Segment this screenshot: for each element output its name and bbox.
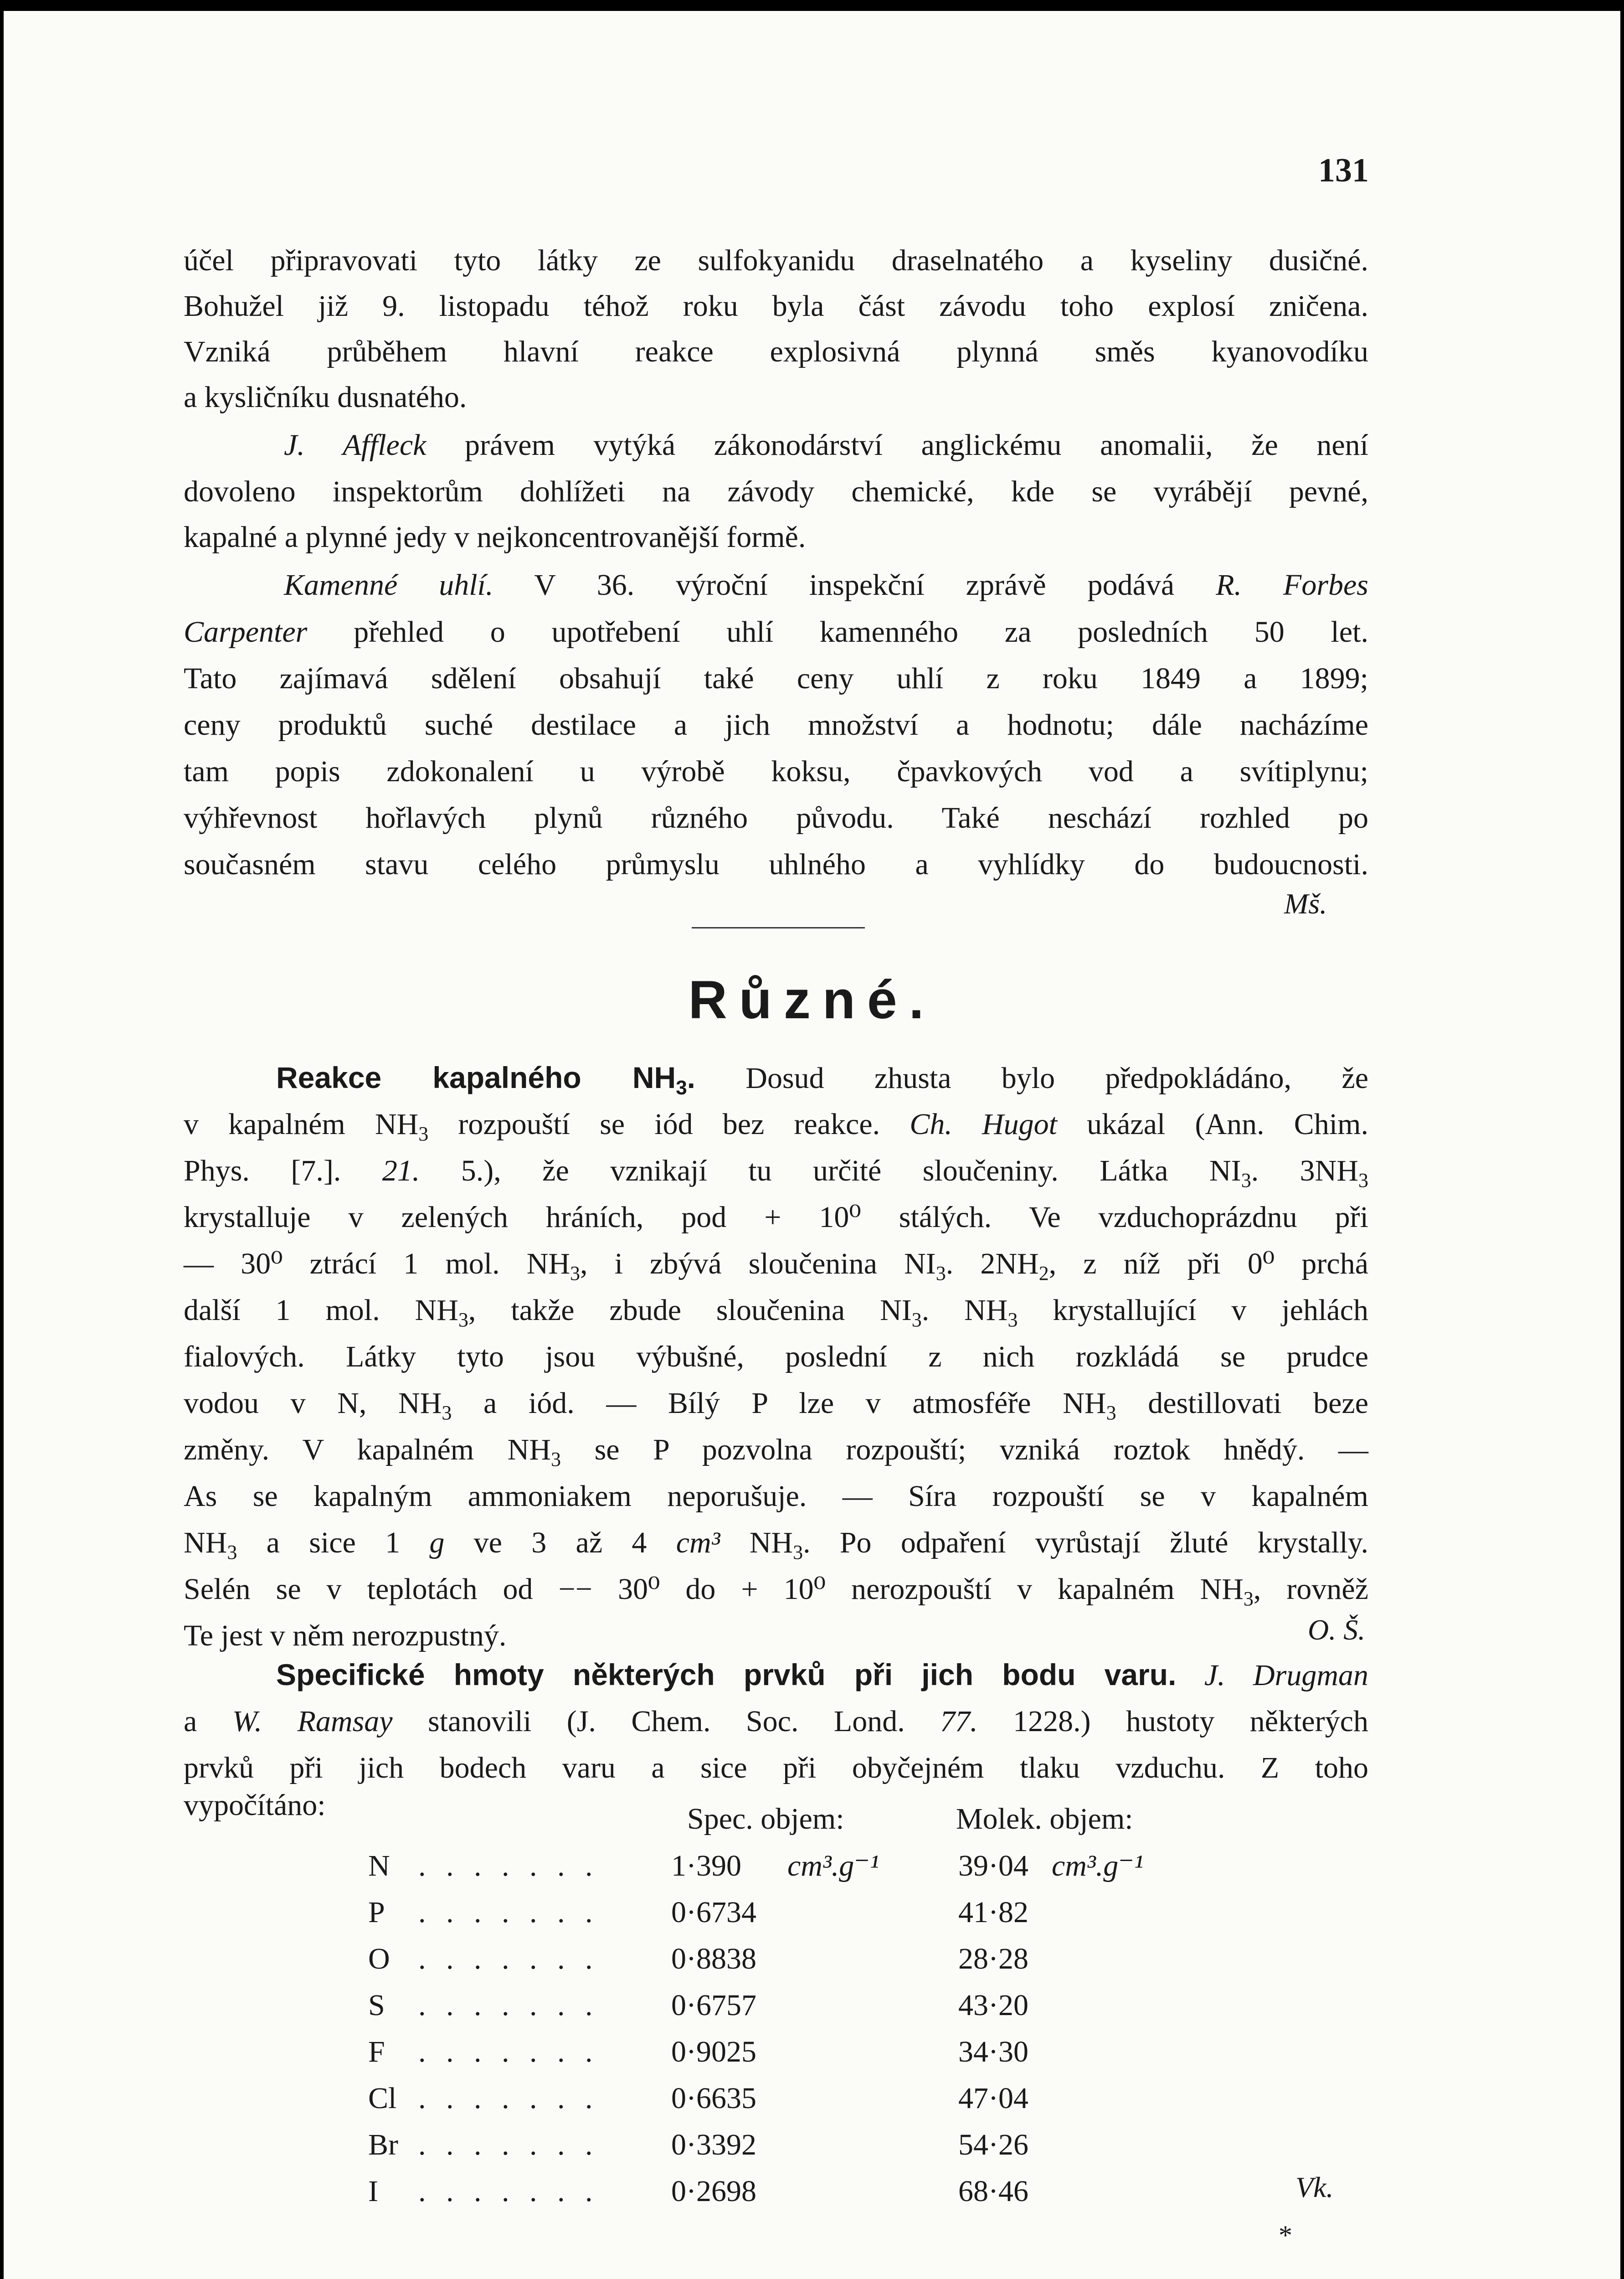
author-name: Ch. Hugot — [910, 1108, 1057, 1141]
column-header: Molek. objem: — [956, 1802, 1133, 1836]
text-line: — 30⁰ ztrácí 1 mol. $NH_3$, i zbývá sloučenina $NI_3$. $2NH_2$, z níž při 0⁰ prchá — [184, 1247, 1368, 1285]
molar-volume: 39·04 — [958, 1849, 1028, 1882]
leader-dots: . . . . . . . — [418, 1849, 599, 1882]
text-line: $NH_3$ a sice 1 g ve 3 až 4 cm³ $NH_3$. Po odpaření vyrůstají žluté krystally. — [184, 1526, 1369, 1564]
text-line: Phys. [7.]. 21. 5.), že vznikají tu určité sloučeniny. Látka $NI_3$. $3NH_3$ — [184, 1154, 1368, 1192]
author-name: Carpenter — [184, 615, 308, 649]
text-line: Selén se v teplotách od −− 30⁰ do + 10⁰ nerozpouští v kapalném $NH_3$, rovněž — [184, 1573, 1368, 1610]
spec-volume: 0·3392 — [671, 2128, 756, 2161]
divider — [692, 927, 865, 928]
paragraph-title: Kamenné uhlí. — [284, 568, 493, 602]
element-symbol: P — [368, 1896, 385, 1929]
element-symbol: S — [368, 1989, 385, 2022]
leader-dots: . . . . . . . — [418, 1896, 599, 1929]
signature: O. Š. — [1308, 1614, 1366, 1646]
unit: cm³.g⁻¹ — [1052, 1849, 1143, 1882]
text-line: fialových. Látky tyto jsou výbušné, poslední z nich rozkládá se prudce — [184, 1340, 1368, 1373]
author-name: R. Forbes — [1216, 568, 1368, 602]
molar-volume: 43·20 — [958, 1989, 1028, 2022]
spec-volume: 0·8838 — [671, 1942, 756, 1975]
text-line: Reakce kapalného $NH_3$. Dosud zhusta bylo předpokládáno, že — [276, 1061, 1368, 1099]
author-name: J. Drugman — [1204, 1659, 1368, 1692]
article-title: Specifické hmoty některých prvků při jich bodu varu. — [276, 1658, 1177, 1691]
leader-dots: . . . . . . . — [418, 2175, 599, 2208]
leader-dots: . . . . . . . — [418, 2128, 599, 2161]
page-number: 131 — [1318, 152, 1369, 189]
article-title: Reakce kapalného $NH_3$. — [276, 1061, 696, 1099]
element-symbol: F — [368, 2035, 385, 2068]
molar-volume: 34·30 — [958, 2035, 1028, 2068]
text-line: kapalné a plynné jedy v nejkoncentrovanější formě. — [184, 521, 806, 554]
element-symbol: I — [368, 2175, 378, 2208]
leader-dots: . . . . . . . — [418, 2035, 599, 2068]
text-line: Vzniká průběhem hlavní reakce explosivná plynná směs kyanovodíku — [184, 335, 1368, 368]
section-title: Různé. — [688, 970, 936, 1030]
leader-dots: . . . . . . . — [418, 1989, 599, 2022]
text-line — [276, 1652, 1368, 1698]
text-line: změny. V kapalném $NH_3$ se P pozvolna rozpouští; vzniká roztok hnědý. — — [184, 1433, 1368, 1471]
column-header: Spec. objem: — [687, 1802, 844, 1836]
text-line: výhřevnost hořlavých plynů různého původu. Také neschází rozhled po — [184, 801, 1368, 835]
text-line: současném stavu celého průmyslu uhlného a vyhlídky do budoucnosti. — [184, 848, 1368, 881]
molar-volume: 41·82 — [958, 1896, 1028, 1929]
text-line: tam popis zdokonalení u výrobě koksu, čpavkových vod a svítiplynu; — [184, 755, 1368, 788]
leader-dots: . . . . . . . — [418, 1942, 599, 1975]
text-line: prvků při jich bodech varu a sice při obyčejném tlaku vzduchu. Z toho — [184, 1751, 1368, 1784]
text-line: Te jest v něm nerozpustný. — [184, 1619, 507, 1652]
text-line: dovoleno inspektorům dohlížeti na závody chemické, kde se vyrábějí pevné, — [184, 475, 1368, 508]
spec-volume: 0·2698 — [671, 2175, 756, 2208]
text-line: vypočítáno: — [184, 1789, 326, 1822]
text-line: vodou v N, $NH_3$ a iód. — Bílý P lze v atmosféře $NH_3$ destillovati beze — [184, 1387, 1368, 1424]
unit: cm³.g⁻¹ — [787, 1849, 879, 1882]
text-line: Bohužel již 9. listopadu téhož roku byla část závodu toho explosí zničena. — [184, 289, 1368, 323]
text-line: další 1 mol. $NH_3$, takže zbude sloučenina $NI_3$. $NH_3$ krystallující v jehlách — [184, 1294, 1369, 1331]
text-line: ceny produktů suché destilace a jich množství a hodnotu; dále nacházíme — [184, 708, 1368, 742]
spec-volume: 0·6635 — [671, 2082, 756, 2115]
spec-volume: 0·6757 — [671, 1989, 756, 2022]
text-line: účel připravovati tyto látky ze sulfokyanidu draselnatého a kyseliny dusičné. — [184, 244, 1368, 277]
spec-volume: 1·390 — [671, 1849, 741, 1882]
document-page — [4, 11, 1620, 2279]
text-line: a kysličníku dusnatého. — [184, 381, 467, 414]
element-symbol: N — [368, 1849, 390, 1882]
author-name: J. Affleck — [284, 428, 427, 462]
asterisk: * — [1279, 2220, 1292, 2250]
text-line: Tato zajímavá sdělení obsahují také ceny uhlí z roku 1849 a 1899; — [184, 662, 1368, 695]
molar-volume: 68·46 — [958, 2175, 1028, 2208]
element-symbol: Cl — [368, 2082, 397, 2115]
text-line: krystalluje v zelených hráních, pod + 10⁰ stálých. Ve vzduchoprázdnu při — [184, 1201, 1368, 1234]
text-line: a W. Ramsay stanovili (J. Chem. Soc. Lond. 77. 1228.) hustoty některých — [184, 1705, 1368, 1738]
molar-volume: 47·04 — [958, 2082, 1028, 2115]
element-symbol: O — [368, 1942, 390, 1975]
text-line: J. Affleck právem vytýká zákonodárství anglickému anomalii, že není — [284, 428, 1368, 462]
leader-dots: . . . . . . . — [418, 2082, 599, 2115]
spec-volume: 0·9025 — [671, 2035, 756, 2068]
signature: Vk. — [1295, 2171, 1334, 2203]
signature: Mš. — [1284, 887, 1327, 920]
text-line: Carpenter přehled o upotřebení uhlí kamenného za posledních 50 let. — [184, 615, 1368, 649]
author-name: W. Ramsay — [232, 1705, 393, 1738]
text-line: v kapalném $NH_3$ rozpouští se iód bez reakce. Ch. Hugot ukázal (Ann. Chim. — [184, 1108, 1368, 1145]
molar-volume: 54·26 — [958, 2128, 1028, 2161]
spec-volume: 0·6734 — [671, 1896, 756, 1929]
text-line: As se kapalným ammoniakem neporušuje. — Síra rozpouští se v kapalném — [184, 1480, 1368, 1513]
molar-volume: 28·28 — [958, 1942, 1028, 1975]
text-line: Kamenné uhlí. V 36. výroční inspekční zprávě podává R. Forbes — [284, 568, 1368, 602]
element-symbol: Br — [368, 2128, 398, 2161]
